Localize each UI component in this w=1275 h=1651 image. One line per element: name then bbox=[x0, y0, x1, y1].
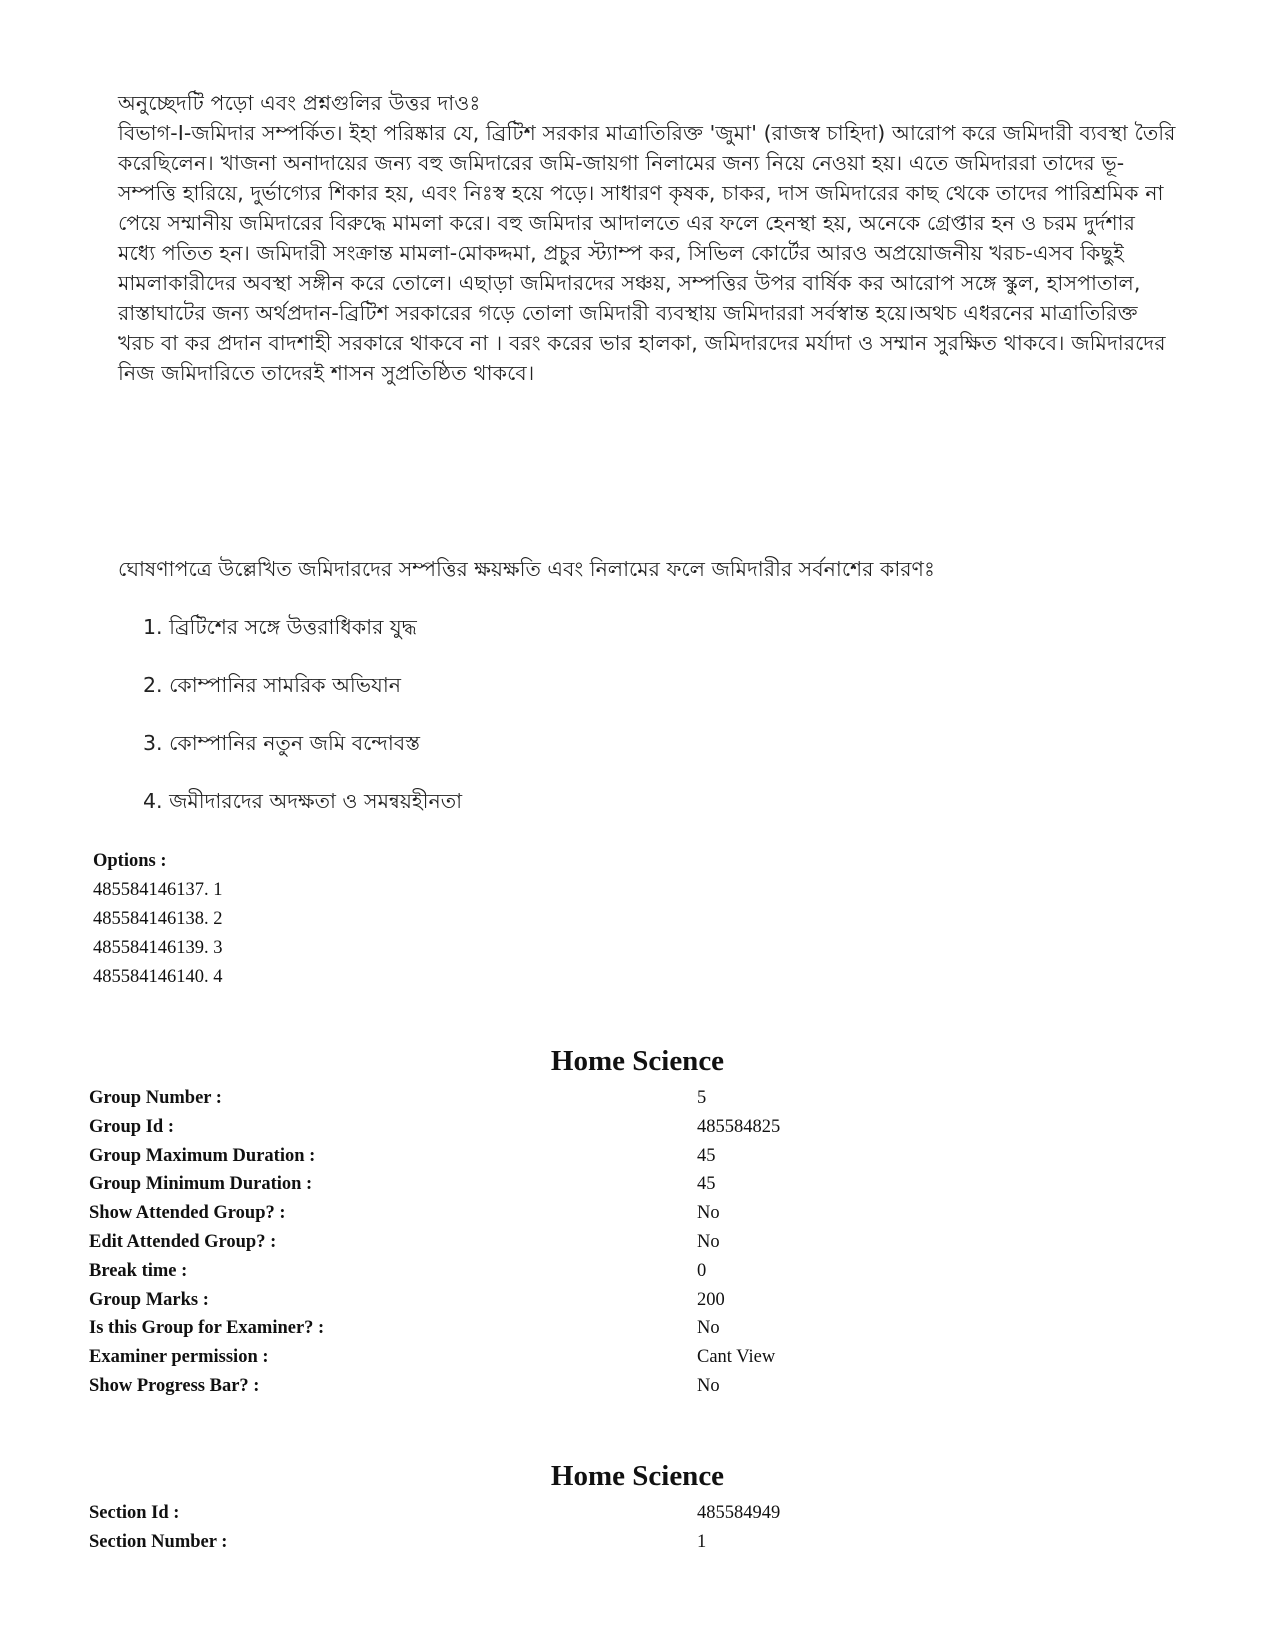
detail-label: Group Minimum Duration : bbox=[89, 1174, 313, 1195]
choice-item: 3. কোম্পানির নতুন জমি বন্দোবস্ত bbox=[143, 731, 420, 755]
detail-value: No bbox=[697, 1231, 720, 1252]
passage-body: বিভাগ-I-জমিদার সম্পর্কিত। ইহা পরিষ্কার যে, ব্রিটিশ সরকার মাত্রাতিরিক্ত 'জুমা' (রাজস্ব চাহিদা) আরোপ করে জমিদারী ব্যবস্থা তৈরি করেছিলেন। খাজনা অনাদায়ের জন্য বহু জমিদারের জমি-জায়গা নিলামের জন্য নিয়ে নেওয়া হয়। এতে জমিদাররা তাদের ভূ-সম্পত্তি হারিয়ে, দুর্ভাগ্যের শিকার হয়, এবং নিঃস্ব হয়ে পড়ে। সাধারণ কৃষক, চাকর, দাস জমিদারের কাছ থেকে তাদের পারিশ্রমিক না পেয়ে সম্মানীয় জমিদারের বিরুদ্ধে মামলা করে। বহু জমিদার আদালতে এর ফলে হেনস্থা হয়, অনেকে গ্রেপ্তার হন ও চরম দুর্দশার মধ্যে পতিত হন। জমিদারী সংক্রান্ত মামলা-মোকদ্দমা, প্রচুর স্ট্যাম্প কর, সিভিল কোর্টের আরও অপ্রয়োজনীয় খরচ-এসব কিছুই মামলাকারীদের অবস্থা সঙ্গীন করে তোলে। এছাড়া জমিদারদের সঞ্চয়, সম্পত্তির উপর বার্ষিক কর আরোপ সঙ্গে স্কুল, হাসপাতাল, রাস্তাঘাটের জন্য অর্থপ্রদান-ব্রিটিশ সরকারের গড়ে তোলা জমিদারী ব্যবস্থায় জমিদাররা সর্বস্বান্ত হয়ে।অথচ এধরনের মাত্রাতিরিক্ত খরচ বা কর প্রদান বাদশাহী সরকারে থাকবে না । বরং করের ভার হালকা, জমিদারদের মর্যাদা ও সম্মান সুরক্ষিত থাকবে। জমিদারদের নিজ জমিদারিতে তাদেরই শাসন সুপ্রতিষ্ঠিত থাকবে। bbox=[118, 121, 1176, 385]
section-details-table bbox=[89, 1503, 1189, 1561]
detail-value: 485584825 bbox=[697, 1116, 781, 1137]
detail-row bbox=[89, 1203, 1189, 1232]
section-heading: Home Science bbox=[550, 1460, 725, 1492]
detail-value: 45 bbox=[697, 1145, 716, 1166]
detail-value: Cant View bbox=[697, 1347, 776, 1368]
passage-intro: অনুচ্ছেদটি পড়ো এবং প্রশ্নগুলির উত্তর দাওঃ bbox=[118, 91, 481, 115]
detail-label: Group Maximum Duration : bbox=[89, 1145, 316, 1166]
group-heading: Home Science bbox=[550, 1045, 725, 1077]
detail-row bbox=[89, 1347, 1189, 1376]
options-title: Options : bbox=[93, 851, 167, 871]
choice-list bbox=[143, 612, 1043, 844]
group-details-table bbox=[89, 1088, 1189, 1405]
question-text: ঘোষণাপত্রে উল্লেখিত জমিদারদের সম্পত্তির ক্ষয়ক্ষতি এবং নিলামের ফলে জমিদারীর সর্বনাশের কারণঃ bbox=[118, 557, 935, 581]
detail-label: Edit Attended Group? : bbox=[89, 1231, 277, 1252]
detail-label: Is this Group for Examiner? : bbox=[89, 1318, 325, 1339]
detail-label: Show Progress Bar? : bbox=[89, 1375, 260, 1396]
detail-value: 1 bbox=[697, 1531, 707, 1552]
option-item: 485584146137. 1 bbox=[93, 880, 223, 900]
detail-label: Group Marks : bbox=[89, 1289, 209, 1310]
detail-row bbox=[89, 1503, 1189, 1532]
detail-value: No bbox=[697, 1203, 720, 1224]
detail-value: 45 bbox=[697, 1174, 716, 1195]
choice-item: 2. কোম্পানির সামরিক অভিযান bbox=[143, 673, 402, 697]
detail-label: Section Id : bbox=[89, 1503, 180, 1523]
detail-label: Group Number : bbox=[89, 1088, 222, 1108]
passage-image bbox=[118, 88, 1178, 388]
detail-value: 0 bbox=[697, 1260, 707, 1281]
detail-row bbox=[89, 1261, 1189, 1290]
detail-row bbox=[89, 1174, 1189, 1203]
detail-row bbox=[89, 1117, 1189, 1146]
detail-row bbox=[89, 1532, 1189, 1561]
detail-row bbox=[89, 1290, 1189, 1319]
option-item: 485584146138. 2 bbox=[93, 909, 223, 929]
detail-row bbox=[89, 1376, 1189, 1405]
detail-value: No bbox=[697, 1318, 720, 1339]
detail-value: 5 bbox=[697, 1088, 707, 1108]
options-block bbox=[93, 847, 223, 992]
detail-label: Show Attended Group? : bbox=[89, 1203, 286, 1224]
option-item: 485584146140. 4 bbox=[93, 967, 223, 987]
detail-value: No bbox=[697, 1375, 720, 1396]
option-item: 485584146139. 3 bbox=[93, 938, 223, 958]
detail-label: Section Number : bbox=[89, 1531, 228, 1552]
detail-value: 200 bbox=[697, 1289, 725, 1310]
detail-row bbox=[89, 1146, 1189, 1175]
detail-value: 485584949 bbox=[697, 1503, 781, 1523]
choice-item: 1. ব্রিটিশের সঙ্গে উত্তরাধিকার যুদ্ধ bbox=[143, 615, 417, 639]
detail-label: Group Id : bbox=[89, 1116, 174, 1137]
detail-label: Break time : bbox=[89, 1260, 188, 1281]
detail-label: Examiner permission : bbox=[89, 1347, 269, 1368]
detail-row bbox=[89, 1088, 1189, 1117]
detail-row bbox=[89, 1232, 1189, 1261]
choice-item: 4. জমীদারদের অদক্ষতা ও সমন্বয়হীনতা bbox=[143, 789, 463, 813]
detail-row bbox=[89, 1318, 1189, 1347]
